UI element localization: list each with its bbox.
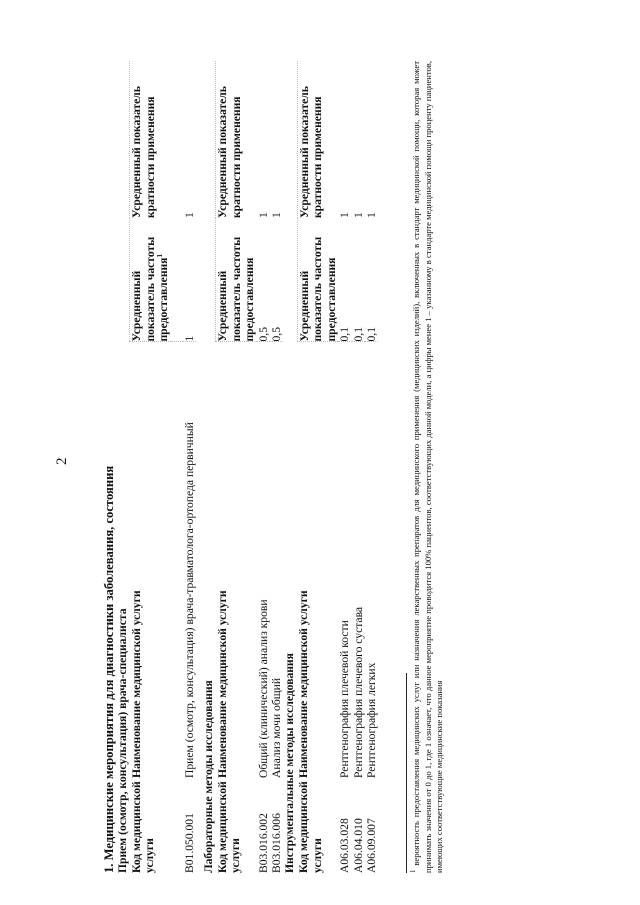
col-name-header: Наименование медицинской услуги — [297, 342, 338, 778]
col-mult-header: Усредненный показатель кратности применения — [216, 61, 257, 218]
mult-value: 1 — [182, 212, 196, 218]
table-row — [183, 61, 196, 873]
service-name: Общий (клинический) анализ крови — [257, 342, 270, 778]
col-freq-label: Усредненный показатель частоты предоставления — [130, 236, 171, 342]
col-freq-header — [130, 218, 171, 342]
mult-value: 1 — [256, 212, 270, 218]
consult-table — [129, 61, 196, 873]
freq-value: 1 — [182, 335, 196, 342]
service-code: B03.016.002 — [256, 813, 270, 873]
table-header-row — [216, 61, 257, 873]
instr-table — [297, 61, 378, 873]
service-code: A06.04.010 — [351, 818, 365, 873]
freq-value: 0,1 — [338, 327, 352, 342]
mult-value: 1 — [351, 212, 365, 218]
mult-value: 1 — [364, 212, 378, 218]
mult-value: 1 — [338, 212, 352, 218]
col-name-header: Наименование медицинской услуги — [216, 342, 257, 778]
table-header-row — [297, 61, 338, 873]
table-row — [365, 61, 378, 873]
footnote-ref: 1 — [156, 254, 165, 258]
footnote-marker: 1 — [409, 869, 418, 873]
freq-value: 0,5 — [270, 327, 284, 342]
table-row — [338, 61, 351, 873]
consult-subsection-title: Прием (осмотр, консультация) врача-специалиста — [116, 608, 129, 873]
service-name: Рентгенография легких — [365, 342, 378, 778]
freq-value: 0,5 — [256, 327, 270, 342]
table-row — [270, 61, 283, 873]
service-name: Рентгенография плечевой кости — [338, 342, 351, 778]
table-header-row — [130, 61, 171, 873]
table-row — [352, 61, 365, 873]
service-name: Анализ мочи общий — [270, 342, 283, 778]
lab-subsection-title: Лабораторные методы исследования — [202, 680, 216, 873]
rotated-page-content — [102, 61, 572, 873]
col-mult-header: Усредненный показатель кратности применения — [297, 61, 338, 218]
service-code: A06.03.028 — [338, 818, 352, 873]
section-title: 1. Медицинские мероприятия для диагностики заболевания, состояния — [102, 465, 116, 873]
col-code-header: Код медицинской услуги — [129, 781, 157, 873]
lab-table — [215, 61, 283, 873]
footnote — [411, 61, 445, 873]
col-freq-header: Усредненный показатель частоты предоставления — [297, 218, 338, 342]
service-name: Рентгенография плечевого сустава — [352, 342, 365, 778]
footnote-text: вероятность предоставления медицинских услуг или назначения лекарственных препаратов для медицинского применения (медицинских изделий), включенных в стандарт медицинской помощи, которая может принимать значения от 0 до 1, где 1 означает, что данное мероприятие проводится 100% пациентов, соответствующих данной модели, а цифры менее 1 – указанному в стандарте медицинской помощи проценту пациентов, имеющих соответствующие медицинские показания — [411, 61, 444, 873]
col-code-header: Код медицинской услуги — [215, 781, 243, 873]
freq-value: 0,1 — [351, 327, 365, 342]
instr-subsection-title: Инструментальные методы исследования — [283, 653, 297, 873]
page-number: 2 — [54, 457, 70, 465]
col-freq-header: Усредненный показатель частоты предоставления — [216, 218, 257, 342]
service-name: Прием (осмотр, консультация) врача-травматолога-ортопеда первичный — [183, 342, 196, 778]
footnote-divider — [406, 673, 407, 873]
mult-value: 1 — [270, 212, 284, 218]
table-row — [257, 61, 270, 873]
service-code: B03.016.006 — [270, 813, 284, 873]
freq-value: 0,1 — [364, 327, 378, 342]
service-code: A06.09.007 — [364, 818, 378, 873]
col-name-header: Наименование медицинской услуги — [130, 342, 171, 778]
col-code-header: Код медицинской услуги — [297, 781, 324, 873]
col-mult-header: Усредненный показатель кратности применения — [130, 61, 171, 218]
service-code: B01.050.001 — [182, 813, 196, 873]
